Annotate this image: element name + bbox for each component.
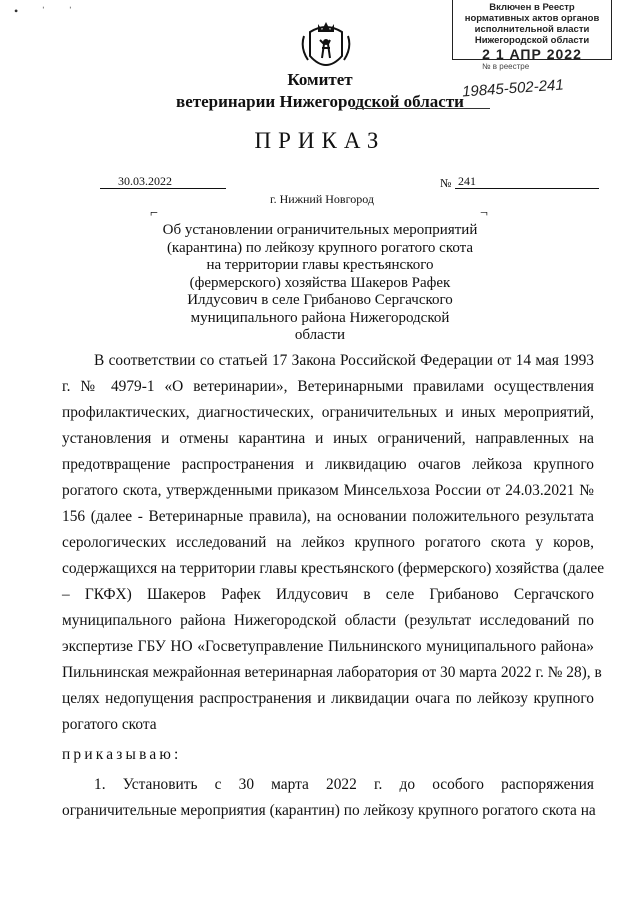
order-date: 30.03.2022 (118, 174, 172, 188)
stamp-date: 2 1 АПР 2022 (482, 46, 582, 62)
stamp-underline (350, 108, 490, 109)
order-command: приказываю: (62, 746, 182, 763)
paragraph-line: предотвращение распространения и ликвидацию очагов лейкоза крупного (62, 456, 594, 473)
preamble-paragraph (62, 348, 605, 738)
subject-line: на территории главы крестьянского (206, 257, 434, 273)
order-subject (150, 222, 490, 345)
subject-line: области (294, 327, 346, 343)
paragraph-line: рогатого скота, утвержденными приказом Минсельхоза России от 24.03.2021 № (62, 482, 594, 499)
stamp-line-2: нормативных актов органов (464, 13, 600, 24)
paragraph-line: В соответствии со статьей 17 Закона Российской Федерации от 14 мая 1993 (94, 352, 594, 369)
item-1-paragraph (62, 772, 594, 824)
order-number-label: № (440, 176, 452, 190)
subject-line: Илдусович в селе Грибаново Сергачского (187, 292, 453, 308)
subject-line: (фермерского) хозяйства Шакеров Рафек (189, 274, 451, 291)
paragraph-line: серологических исследований на лейкоз крупного рогатого скота у коров, (62, 534, 594, 551)
corner-marks: • ˈ ˈ (14, 4, 83, 18)
paragraph-line: экспертизе ГБУ НО «Госветуправление Пильнинского муниципального района» (62, 638, 594, 655)
subject-line: (карантина) по лейкозу крупного рогатого скота (166, 239, 474, 256)
subject-line: муниципального района Нижегородской (190, 309, 450, 326)
paragraph-line: – ГКФХ) Шакеров Рафек Илдусович в селе Грибаново Сергачского (62, 586, 594, 603)
bracket-right: ¬ (480, 206, 488, 221)
paragraph-line: содержащихся на территории главы крестьянского (фермерского) хозяйства (далее (62, 560, 605, 577)
paragraph-line: Пильнинская межрайонная ветеринарная лаборатория от 30 марта 2022 г. № 28), в (62, 664, 602, 681)
committee-name-line-2: ветеринарии Нижегородской области (176, 92, 464, 111)
paragraph-line: целях недопущения распространения и ликвидации очага по лейкозу крупного (62, 690, 594, 707)
paragraph-line: ограничительные мероприятия (карантин) по лейкозу крупного рогатого скота на (62, 802, 596, 819)
registry-stamp (452, 0, 612, 60)
bracket-left: ⌐ (150, 206, 158, 221)
stamp-line-3: исполнительной власти (474, 24, 590, 35)
stamp-reg-number: 19845-502-241 (461, 76, 565, 101)
date-underline (100, 188, 226, 189)
subject-line: Об установлении ограничительных мероприятий (162, 222, 478, 238)
paragraph-line: установления и отмены карантина и иных ограничений, направленных на (62, 430, 594, 447)
order-number: 241 (458, 174, 476, 188)
paragraph-line: рогатого скота (62, 716, 157, 733)
paragraph-line: 156 (далее - Ветеринарные правила), на основании положительного результата (62, 508, 594, 525)
paragraph-line: 1. Установить с 30 марта 2022 г. до особого распоряжения (94, 776, 594, 793)
number-underline (455, 188, 599, 189)
paragraph-line: муниципального района Нижегородской области (результат исследований по (62, 612, 594, 629)
paragraph-line: профилактических, диагностических, ограничительных и иных мероприятий, (62, 404, 594, 421)
stamp-line-1: Включен в Реестр (489, 2, 575, 13)
city: г. Нижний Новгород (270, 192, 374, 206)
stamp-reg-label: № в реестре (482, 62, 530, 71)
stamp-line-4: Нижегородской области (474, 35, 590, 46)
committee-name-line-1: Комитет (287, 70, 353, 89)
paragraph-line: г. № 4979-1 «О ветеринарии», Ветеринарными правилами осуществления (62, 378, 594, 395)
coat-of-arms-icon (300, 18, 352, 76)
page-title: ПРИКАЗ (254, 128, 386, 153)
